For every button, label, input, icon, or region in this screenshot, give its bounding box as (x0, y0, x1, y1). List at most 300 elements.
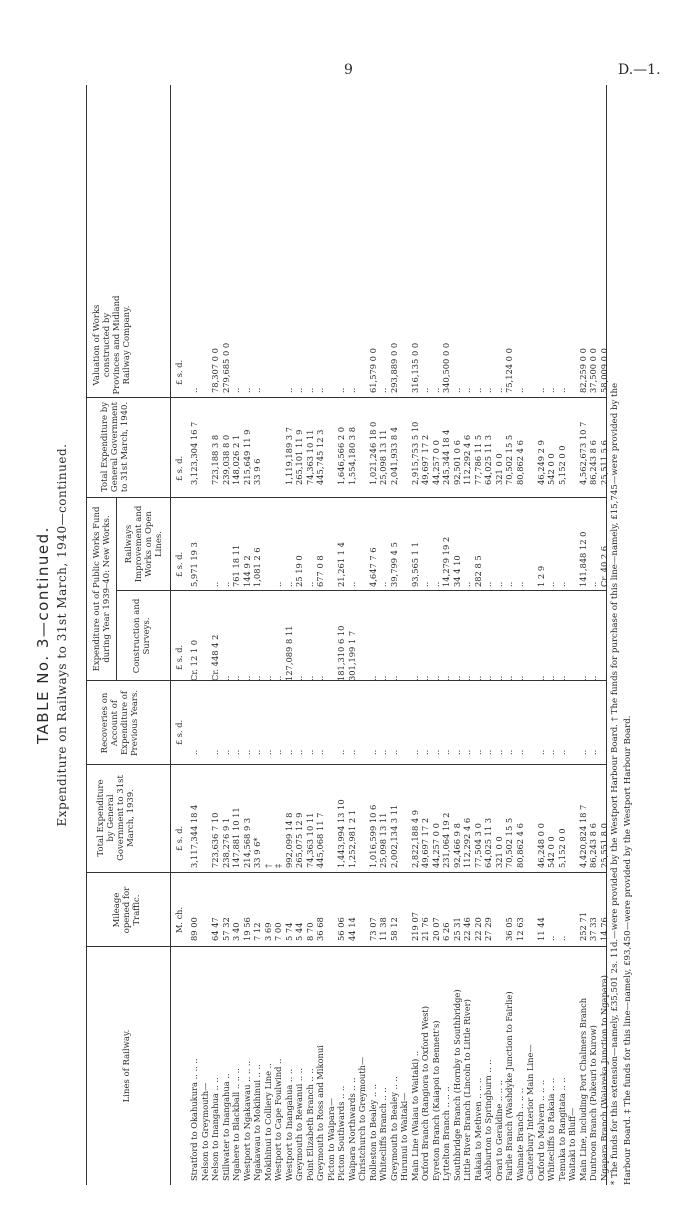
cell-improvement: .. (283, 581, 294, 587)
header-bottom-rule (170, 85, 171, 1185)
cell-mileage: .. (546, 935, 556, 941)
cell-recoveries: .. (546, 749, 556, 755)
cell-total-1940: 2,041,933 8 4 (388, 426, 399, 485)
cell-total-1939: 4,420,824 18 7 (577, 804, 588, 868)
cell-total-1940: 1,021,246 18 0 (367, 421, 378, 485)
cell-mileage: 36 05 (504, 917, 514, 941)
cell-line: Rakaia to Methven .. .. .. (472, 1077, 483, 1181)
cell-construction: .. (273, 675, 283, 681)
cell-total-1939: 1,016,599 10 6 (367, 804, 378, 868)
table-row (568, 85, 578, 1185)
cell-recoveries: .. (315, 749, 325, 755)
cell-line: Whitecliffs to Rakaia .. .. (546, 1077, 556, 1181)
cell-total-1940: 4,562,673 10 7 (577, 421, 588, 485)
cell-construction: .. (409, 675, 420, 681)
table-row (453, 85, 463, 1185)
cell-line: Ngapara Branch (Waiareka Junction to Ngapara) (598, 975, 609, 1181)
cell-construction: .. (430, 675, 441, 681)
cell-improvement: .. (546, 581, 556, 587)
table-row (579, 85, 589, 1185)
cell-total-1939: 112,292 4 6 (462, 817, 472, 868)
cell-total-1940: 5,152 0 0 (556, 445, 567, 485)
cell-mileage: 73 07 (367, 917, 378, 941)
cell-improvement: 141,848 12 0 (577, 531, 588, 587)
cell-total-1939: 147,881 10 11 (231, 807, 241, 868)
cell-valuation: 61,579 0 0 (367, 348, 378, 393)
cell-recoveries: .. (577, 749, 588, 755)
cell-recoveries: .. (556, 749, 567, 755)
cell-improvement: .. (514, 581, 525, 587)
cell-mileage: 22 46 (462, 917, 472, 941)
cell-valuation: 75,124 0 0 (504, 348, 514, 393)
cell-construction: .. (241, 675, 252, 681)
cell-line: Little River Branch (Lincoln to Little River) (462, 999, 472, 1181)
cell-improvement: .. (588, 581, 598, 587)
cell-mileage: 27 29 (483, 917, 493, 941)
cell-mileage: .. (556, 935, 567, 941)
cell-line: Main Line (Waiau to Waitaki) .. (409, 1050, 420, 1181)
cell-improvement: .. (483, 581, 493, 587)
cell-mileage: 3 69 (262, 922, 273, 941)
cell-valuation: .. (336, 387, 346, 393)
unit-money-1940: £ s. d. (174, 455, 184, 481)
cell-mileage: 7 12 (252, 922, 262, 941)
cell-total-1939: 321 0 0 (493, 836, 504, 868)
cell-line: Canterbury Interior Main Line— (525, 1044, 535, 1181)
cell-total-1939: † (262, 863, 273, 868)
unit-money-1939: £ s. d. (174, 825, 184, 851)
cell-construction: .. (441, 675, 451, 681)
cell-valuation: .. (430, 387, 441, 393)
table-row (505, 85, 515, 1185)
cell-total-1939: 44,257 0 0 (430, 823, 441, 868)
cell-mileage: 252 71 (577, 911, 588, 941)
table-title: TABLE No. 3—continued. (34, 526, 52, 744)
header-valuation: Valuation of Works constructed by Provinces and Midland Railway Company. (92, 295, 132, 395)
cell-valuation: .. (462, 387, 472, 393)
cell-total-1940: 25,511 5 6 (598, 440, 609, 485)
cell-recoveries: .. (462, 749, 472, 755)
cell-valuation: 82,259 0 0 (577, 348, 588, 393)
table-row (463, 85, 473, 1185)
cell-mileage: 7 00 (273, 922, 283, 941)
cell-line: Picton Southwards .. .. (336, 1085, 346, 1181)
cell-line: Nelson to Inangahua .. .. (210, 1077, 220, 1181)
cell-construction: Cr. 448 4 2 (210, 634, 220, 681)
cell-total-1939: 74,363 10 11 (304, 812, 315, 868)
cell-construction: .. (315, 675, 325, 681)
cell-line: Ngahere to Blackball .. .. .. (231, 1068, 241, 1181)
cell-total-1940: 239,038 8 0 (220, 434, 231, 485)
cell-line: Greymouth to Rewanui .. .. (294, 1067, 304, 1181)
cell-valuation: .. (304, 387, 315, 393)
cell-recoveries: .. (472, 749, 483, 755)
cell-total-1939: 92,466 9 8 (451, 823, 462, 868)
cell-valuation: 37,500 0 0 (588, 348, 598, 393)
cell-valuation: .. (241, 387, 252, 393)
cell-mileage: 20 07 (430, 917, 441, 941)
cell-recoveries: .. (441, 749, 451, 755)
cell-total-1940: 1,554,180 3 8 (346, 426, 357, 485)
cell-total-1939: 86,243 8 6 (588, 823, 598, 868)
cell-total-1940: 2,915,753 5 10 (409, 421, 420, 485)
cell-recoveries: .. (336, 749, 346, 755)
cell-improvement: .. (210, 581, 220, 587)
cell-total-1940: 3,123,304 16 7 (189, 421, 199, 485)
cell-recoveries: .. (451, 749, 462, 755)
cell-total-1939: 5,152 0 0 (556, 828, 567, 868)
table-row (369, 85, 379, 1185)
cell-total-1940: 46,249 2 9 (535, 440, 546, 485)
cell-total-1940: 321 0 0 (493, 453, 504, 485)
table-row (337, 85, 347, 1185)
cell-improvement: .. (462, 581, 472, 587)
cell-line: Fairlie Branch (Washdyke Junction to Fairlie) (504, 991, 514, 1181)
cell-recoveries: .. (367, 749, 378, 755)
cell-valuation: .. (535, 387, 546, 393)
cell-total-1940: 64,025 11 3 (483, 434, 493, 485)
cell-total-1940: 25,098 13 11 (378, 429, 388, 485)
cell-recoveries: .. (588, 749, 598, 755)
cell-improvement: 14,279 19 2 (441, 536, 451, 587)
cell-total-1939: 445,068 11 7 (315, 812, 325, 868)
header-lines-of-railway: Lines of Railway. (122, 1029, 132, 1103)
cell-line: Westport to Cape Foulwind .. (273, 1058, 283, 1181)
cell-mileage: 64 47 (210, 917, 220, 941)
document-reference: D.—1. (618, 62, 661, 78)
cell-valuation: .. (189, 387, 199, 393)
cell-construction: 127,089 8 11 (283, 625, 294, 681)
header-improvement: Railways Improvement and Works on Open Lines. (124, 505, 164, 583)
cell-total-1939: 265,075 12 9 (294, 812, 304, 868)
cell-valuation: .. (546, 387, 556, 393)
cell-valuation: .. (451, 387, 462, 393)
cell-total-1940: 445,745 12 3 (315, 429, 325, 485)
cell-construction: .. (462, 675, 472, 681)
cell-total-1939: 723,636 7 10 (210, 812, 220, 868)
cell-recoveries: .. (220, 749, 231, 755)
cell-total-1939: 1,443,994 13 10 (336, 799, 346, 868)
cell-total-1939: 49,697 17 2 (420, 817, 430, 868)
table-row (264, 85, 274, 1185)
table-row (285, 85, 295, 1185)
cell-mileage: 5 44 (294, 922, 304, 941)
cell-construction: .. (493, 675, 504, 681)
cell-total-1940: 542 0 0 (546, 453, 556, 485)
cell-mileage: 21 76 (420, 917, 430, 941)
footnote-first: * The funds for this extension—namely, £35,501 2s. 11d.—were provided by the Westport Harbour Board. † The funds for purchase of this line—namely, £15,745—were provided by the (610, 382, 620, 1185)
table-row (306, 85, 316, 1185)
cell-construction: .. (504, 675, 514, 681)
cell-recoveries: .. (252, 749, 262, 755)
cell-mileage: 56 06 (336, 917, 346, 941)
header-mileage: Mileage opened for Traffic. (112, 886, 142, 934)
cell-line: Waimate Branch .. .. .. (514, 1087, 525, 1181)
table-row (495, 85, 505, 1185)
cell-total-1939: 25,551 8 0 (598, 823, 609, 868)
cell-total-1939: 70,502 15 5 (504, 817, 514, 868)
cell-improvement: 4,647 7 6 (367, 547, 378, 587)
table-row (547, 85, 557, 1185)
cell-total-1939: 231,064 19 2 (441, 812, 451, 868)
table-row (222, 85, 232, 1185)
cell-mileage: 14 76 (598, 917, 609, 941)
cell-mileage: 8 70 (304, 922, 315, 941)
table-row (327, 85, 337, 1185)
cell-line: Southbridge Branch (Hornby to Southbridge) (451, 989, 462, 1181)
cell-improvement: 25 19 0 (294, 555, 304, 587)
cell-line: Ngakawau to Mokihinui .. .. (252, 1064, 262, 1181)
table-row (411, 85, 421, 1185)
cell-construction: 181,310 6 10 (336, 625, 346, 681)
table-row (526, 85, 536, 1185)
cell-mileage: 22 20 (472, 917, 483, 941)
cell-total-1940: 245,344 18 4 (441, 429, 451, 485)
cell-mileage: 57 32 (220, 917, 231, 941)
cell-line: Westport to Ngakawau .. .. .. (241, 1060, 252, 1181)
cell-total-1939: 214,568 9 3 (241, 817, 252, 868)
cell-total-1940: 80,862 4 6 (514, 440, 525, 485)
cell-mileage: 36 68 (315, 917, 325, 941)
cell-total-1939: 992,099 14 8 (283, 812, 294, 868)
page-number: 9 (344, 62, 353, 78)
cell-construction: .. (420, 675, 430, 681)
cell-construction: .. (556, 675, 567, 681)
table-row (316, 85, 326, 1185)
cell-line: Duntroon Branch (Pukeuri to Kurow) (588, 1025, 598, 1181)
cell-line: Oxford to Malvern .. .. .. (535, 1079, 546, 1181)
cell-improvement: .. (430, 581, 441, 587)
cell-recoveries: .. (388, 749, 399, 755)
cell-recoveries: .. (210, 749, 220, 755)
cell-total-1940: 74,363 10 11 (304, 429, 315, 485)
cell-total-1940: 1,119,189 3 7 (283, 426, 294, 485)
cell-valuation: 58,009 0 0 (598, 348, 609, 393)
cell-improvement: .. (493, 581, 504, 587)
cell-recoveries: .. (535, 749, 546, 755)
cell-line: Hurunui to Waitaki— (399, 1092, 409, 1181)
cell-line: Picton to Waipara— (325, 1097, 336, 1181)
cell-improvement: .. (504, 581, 514, 587)
cell-recoveries: .. (346, 749, 357, 755)
cell-mileage: 219 07 (409, 911, 420, 941)
cell-improvement: 677 0 8 (315, 555, 325, 587)
cell-recoveries: .. (493, 749, 504, 755)
unit-money-improvement: £ s. d. (174, 551, 184, 577)
header-total-1939: Total Expenditure by General Government to 31st March, 1939. (96, 775, 136, 861)
cell-recoveries: .. (378, 749, 388, 755)
cell-construction: .. (262, 675, 273, 681)
cell-valuation: 316,135 0 0 (409, 342, 420, 393)
cell-recoveries: .. (504, 749, 514, 755)
cell-construction: .. (472, 675, 483, 681)
cell-improvement: .. (378, 581, 388, 587)
cell-total-1940: 92,501 0 6 (451, 440, 462, 485)
rotated-table-page (34, 85, 684, 1185)
cell-mileage: 11 44 (535, 917, 546, 941)
cell-total-1939: 46,248 0 0 (535, 823, 546, 868)
cell-line: Stratford to Okahukura .. .. .. (189, 1058, 199, 1181)
cell-improvement: 21,261 1 4 (336, 542, 346, 587)
cell-construction: .. (220, 675, 231, 681)
cell-valuation: .. (294, 387, 304, 393)
cell-recoveries: .. (420, 749, 430, 755)
cell-improvement: .. (556, 581, 567, 587)
cell-total-1939: 64,025 11 3 (483, 817, 493, 868)
cell-mileage: 12 63 (514, 917, 525, 941)
cell-recoveries: .. (241, 749, 252, 755)
cell-line: Ashburton to Springburn .. .. (483, 1059, 493, 1181)
cell-total-1940: 723,188 3 8 (210, 434, 220, 485)
cell-line: Mokihinui to Colliery Line .. (262, 1063, 273, 1181)
cell-construction: .. (535, 675, 546, 681)
header-recoveries: Recoveries on Account of Expenditure of Previous Years. (100, 689, 140, 757)
cell-line: Main Line, including Port Chalmers Branch (577, 997, 588, 1181)
cell-total-1940: 215,649 11 9 (241, 429, 252, 485)
cell-valuation: .. (283, 387, 294, 393)
table-row (421, 85, 431, 1185)
cell-total-1939: 238,276 9 1 (220, 817, 231, 868)
cell-total-1940: 265,101 11 9 (294, 429, 304, 485)
cell-construction: .. (588, 675, 598, 681)
cell-mileage: 89 00 (189, 917, 199, 941)
cell-improvement: .. (220, 581, 231, 587)
table-row (484, 85, 494, 1185)
cell-construction: 301,199 1 7 (346, 630, 357, 681)
table-top-rule (86, 85, 87, 1185)
table-row (442, 85, 452, 1185)
table-row (516, 85, 526, 1185)
table-row (232, 85, 242, 1185)
table-row (211, 85, 221, 1185)
cell-total-1939: 542 0 0 (546, 836, 556, 868)
cell-recoveries: .. (409, 749, 420, 755)
header-total-1940: Total Expenditure by General Government to 31st March, 1940. (100, 401, 130, 493)
cell-construction: .. (598, 675, 609, 681)
cell-recoveries: .. (294, 749, 304, 755)
cell-improvement: 282 8 5 (472, 555, 483, 587)
cell-line: Temuka to Rangitata .. .. (556, 1077, 567, 1181)
cell-total-1940: 33 9 6 (252, 458, 262, 485)
table-row (190, 85, 200, 1185)
cell-construction: .. (546, 675, 556, 681)
cell-improvement: 761 18 11 (231, 544, 241, 587)
cell-construction: Cr. 12 1 0 (189, 639, 199, 681)
footnote-second: Harbour Board. ‡ The funds for this line—namely, £93,450—were provided by the Westport Harbour Board. (623, 715, 633, 1185)
cell-line: Orari to Geraldine .. .. .. (493, 1080, 504, 1181)
header-construction: Construction and Surveys. (132, 598, 152, 674)
cell-valuation: .. (378, 387, 388, 393)
table-row (348, 85, 358, 1185)
cell-line: Greymouth to Ross and Mikonui (315, 1045, 325, 1181)
cell-recoveries: .. (598, 749, 609, 755)
table-row (589, 85, 599, 1185)
cell-line: Stillwater to Inangahua .. (220, 1073, 231, 1181)
table-row (432, 85, 442, 1185)
cell-construction: .. (231, 675, 241, 681)
cell-recoveries: .. (231, 749, 241, 755)
cell-valuation: 279,685 0 0 (220, 342, 231, 393)
table-row (243, 85, 253, 1185)
cell-improvement: 5,971 19 3 (189, 542, 199, 587)
cell-mileage: 3 40 (231, 922, 241, 941)
cell-total-1939: ‡ (273, 863, 283, 868)
cell-improvement: 144 9 2 (241, 555, 252, 587)
cell-line: Lyttelton Branch .. .. .. (441, 1086, 451, 1181)
table-row (558, 85, 568, 1185)
cell-construction: .. (367, 675, 378, 681)
cell-mileage: 44 14 (346, 917, 357, 941)
cell-valuation: .. (514, 387, 525, 393)
cell-valuation: .. (231, 387, 241, 393)
cell-mileage: 19 56 (241, 917, 252, 941)
header-expenditure-group: Expenditure out of Public Works Fund during Year 1939–40: New Works. (92, 506, 112, 672)
cell-improvement: 39,799 4 5 (388, 542, 399, 587)
cell-construction: .. (451, 675, 462, 681)
cell-total-1940: 1,646,566 2 0 (336, 426, 346, 485)
cell-improvement: 34 4 10 (451, 555, 462, 587)
cell-recoveries: .. (273, 749, 283, 755)
table-subtitle: Expenditure on Railways to 31st March, 1940—continued. (55, 443, 69, 827)
table-row (474, 85, 484, 1185)
cell-improvement: .. (346, 581, 357, 587)
cell-valuation: .. (315, 387, 325, 393)
table-row (201, 85, 211, 1185)
table-row (379, 85, 389, 1185)
cell-line: Westport to Inangahua .. .. (283, 1068, 294, 1181)
unit-money-construction: £ s. d. (174, 644, 184, 670)
table-row (537, 85, 547, 1185)
cell-line: Waipara Northwards .. .. (346, 1077, 357, 1181)
cell-valuation: .. (493, 387, 504, 393)
cell-recoveries: .. (430, 749, 441, 755)
cell-mileage: 5 74 (283, 922, 294, 941)
cell-total-1940: 86,243 8 6 (588, 440, 598, 485)
cell-recoveries: .. (514, 749, 525, 755)
cell-construction: .. (483, 675, 493, 681)
cell-construction: .. (514, 675, 525, 681)
cell-line: Point Elizabeth Branch .. .. (304, 1068, 315, 1181)
cell-line: Greymouth to Bealey .. .. (388, 1076, 399, 1181)
cell-mileage: 11 38 (378, 917, 388, 941)
cell-valuation: 340,500 0 0 (441, 342, 451, 393)
cell-total-1940: 49,697 17 2 (420, 434, 430, 485)
cell-improvement: .. (420, 581, 430, 587)
cell-recoveries: .. (189, 749, 199, 755)
cell-valuation: .. (556, 387, 567, 393)
cell-construction: .. (577, 675, 588, 681)
cell-total-1939: 80,862 4 6 (514, 823, 525, 868)
cell-construction: .. (378, 675, 388, 681)
cell-line: Eyreton Branch (Kaiapoi to Bennett's) (430, 1020, 441, 1181)
table-row (400, 85, 410, 1185)
cell-valuation: .. (252, 387, 262, 393)
cell-improvement: .. (273, 581, 283, 587)
unit-money-recoveries: £ s. d. (174, 719, 184, 745)
table-row (274, 85, 284, 1185)
cell-mileage: 58 12 (388, 917, 399, 941)
cell-recoveries: .. (262, 749, 273, 755)
table-row (600, 85, 610, 1185)
cell-total-1940: 70,502 15 5 (504, 434, 514, 485)
unit-mileage: M. ch. (174, 906, 184, 933)
cell-line: Waitaki to Bluff— (567, 1107, 577, 1181)
cell-improvement: .. (304, 581, 315, 587)
cell-mileage: 25 31 (451, 917, 462, 941)
cell-total-1939: 2,002,134 3 11 (388, 804, 399, 868)
cell-improvement: 93,565 1 1 (409, 542, 420, 587)
cell-line: Oxford Branch (Rangiora to Oxford West) (420, 1006, 430, 1181)
